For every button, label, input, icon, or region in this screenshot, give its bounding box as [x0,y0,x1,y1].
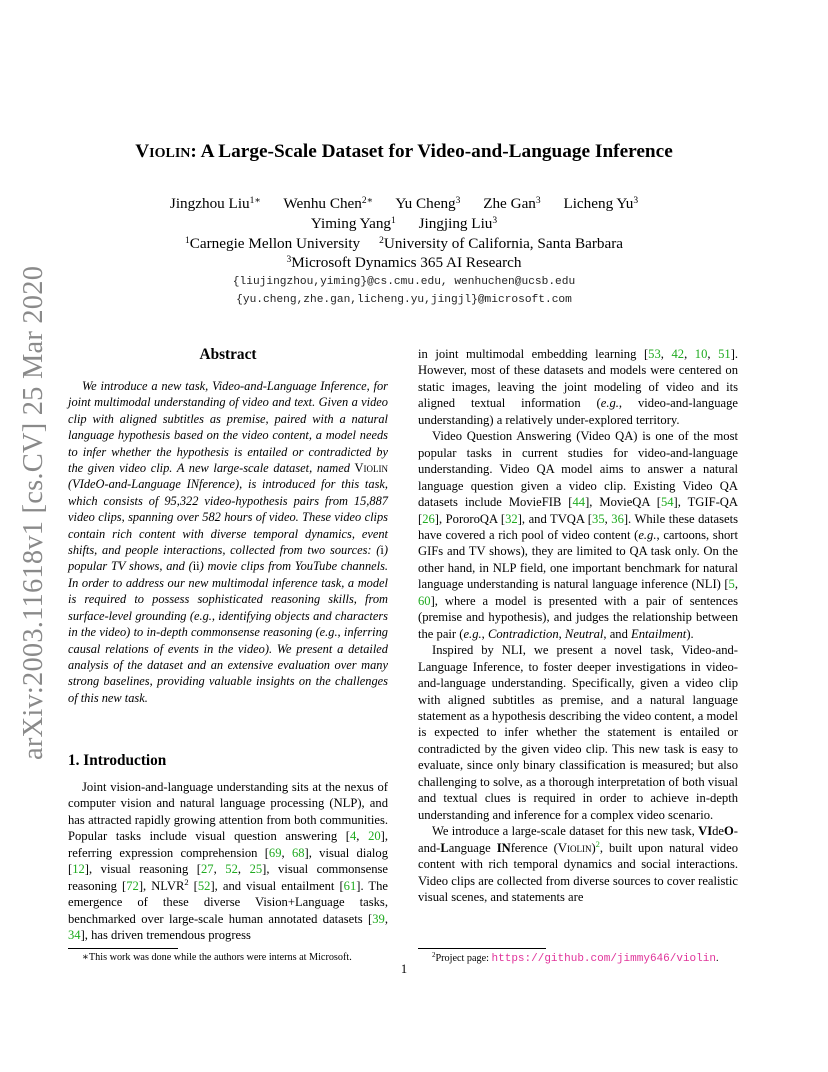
paragraph: Video Question Answering (Video QA) is one of the most popular tasks in current studies for video-and-language understanding. Video QA model aims to answer a natural language question given a video clip. Existing Video QA datasets include MovieFIB [44], MovieQA [54], TGIF-QA [26], PororoQA [32], and TVQA [35, 36]. While these datasets have covered a rich pool of video content (e.g., cartoons, short GIFs and TV shows), they are limited to QA task only. On the other hand, in NLP field, one important benchmark for natural language understanding is natural language inference (NLI) [5, 60], where a model is presented with a pair of sentences (premise and hypothesis), and judges the relationship between the pair (e.g., Contradiction, Neutral, and Entailment). [418,429,738,641]
affiliation-sup: 1 [184,236,190,246]
author-sup: 3 [633,196,639,206]
author-name: Licheng Yu [563,195,634,212]
footnote-sup: 2 [432,951,436,959]
intro-left-column [68,779,388,944]
footnote-rule-left [68,948,178,949]
author-sup: 3 [535,196,541,206]
email-line-1: {liujingzhou,yiming}@cs.cmu.edu, wenhuchen@ucsb.edu [232,276,576,288]
author-line-1 [0,194,808,214]
footnote-left: ∗This work was done while the authors were interns at Microsoft. [82,952,352,963]
affiliation-line-2 [0,253,808,273]
paragraph: We introduce a large-scale dataset for this new task, VIdeO-and-Language INference (Violin)$^2$, built upon natural video content with rich temporal dynamics and social interactions. Video clips are collected from diverse sources to cover realistic visual scenes, and statements are [418,824,738,904]
author-sup: 1 [391,216,396,226]
author-name: Jingzhou Liu [169,195,250,212]
author-sup: 3 [455,196,461,206]
paper-title [0,141,808,163]
footnote-text: Project page: [435,953,492,964]
author-name: Yu Cheng [395,195,456,212]
author-sup: 3 [492,216,498,226]
intro-right-column [418,346,738,905]
affiliation: University of California, Santa Barbara [383,235,624,252]
affiliation: Microsoft Dynamics 365 AI Research [291,254,522,271]
author-name: Wenhu Chen [283,195,362,212]
paragraph: Inspired by NLI, we present a novel task, Video-and-Language Inference, to foster deeper investigations in video-and-language understanding. Specifically, given a video clip with aligned subtitles as premise, and a natural language statement as a hypothesis describing the video content, a model is expected to infer whether the statement is entailed or contradicted by the given video clip. This new task is easy to evaluate, since only binary classification is measured; but also challenging to solve, as a thorough interpretation of both visual and textual clues is required in order to achieve in-depth understanding and inference for a complex video scenario. [418,643,738,822]
affiliation-sup: 3 [286,255,292,265]
paragraph: Joint vision-and-language understanding sits at the nexus of computer vision and natural language processing (NLP), and has attracted rapidly growing attention from both communities. Popular tasks include visual question answering [4, 20], referring expression comprehension [69, 68], visual dialog [12], visual reasoning [27, 52, 25], visual commonsense reasoning [72], NLVR$^2$ [52], and visual entailment [61]. The emergence of these diverse Vision+Language tasks, benchmarked over large-scale human annotated datasets [39, 34], has driven tremendous progress [68,780,389,943]
intro-heading: 1. Introduction [68,752,167,769]
abstract-heading: Abstract [199,346,257,363]
affiliation-line-1 [0,234,808,254]
author-sup: 1∗ [249,196,261,206]
affiliation-sup: 2 [379,236,384,246]
author-name: Jingjing Liu [418,215,493,232]
author-name: Zhe Gan [483,195,536,212]
title-rest: : A Large-Scale Dataset for Video-and-Language Inference [190,141,673,162]
paragraph: in joint multimodal embedding learning [53, 42, 10, 51]. However, most of these datasets and models were centered on static images, leaving the joint modeling of video and its aligned textual information (e.g., video-and-language understanding) a relatively under-explored territory. [418,347,739,427]
arxiv-identifier: arXiv:2003.11618v1 [cs.CV] 25 Mar 2020 [18,265,49,760]
page-number: 1 [400,962,408,976]
title-violin: Violin [135,141,191,162]
author-sup: 2∗ [361,196,374,206]
abstract-body: We introduce a new task, Video-and-Language Inference, for joint multimodal understanding of video and text. Given a video clip with aligned subtitles as premise, paired with a natural language hypothesis based on the video content, a model needs to infer whether the hypothesis is entailed or contradicted by the given video clip. A new large-scale dataset, named Violin (VIdeO-and-Language INference), is introduced for this task, which consists of 95,322 video-hypothesis pairs from 15,887 video clips, spanning over 582 hours of video. These video clips contain rich content with diverse temporal dynamics, event shifts, and people interactions, collected from two sources: (i) popular TV shows, and (ii) movie clips from YouTube channels. In order to address our new multimodal inference task, a model is required to possess sophisticated reasoning skills, from surface-level grounding (e.g., identifying objects and characters in the video) to in-depth commonsense reasoning (e.g., inferring causal relations of events in the video). We present a detailed analysis of the dataset and an extensive evaluation over many strong baselines, providing valuable insights on the challenges of this new task. [68,379,388,705]
author-line-2 [0,214,808,234]
footnote-rule-right [418,948,546,949]
affiliation: Carnegie Mellon University [189,235,361,252]
project-page-link[interactable]: https://github.com/jimmy646/violin [491,953,716,965]
author-name: Yiming Yang [310,215,392,232]
footnote-right: $^2$Project page: https://github.com/jimmy646/violin. [432,951,719,965]
email-line-2: {yu.cheng,zhe.gan,licheng.yu,jingjl}@microsoft.com [236,294,572,306]
